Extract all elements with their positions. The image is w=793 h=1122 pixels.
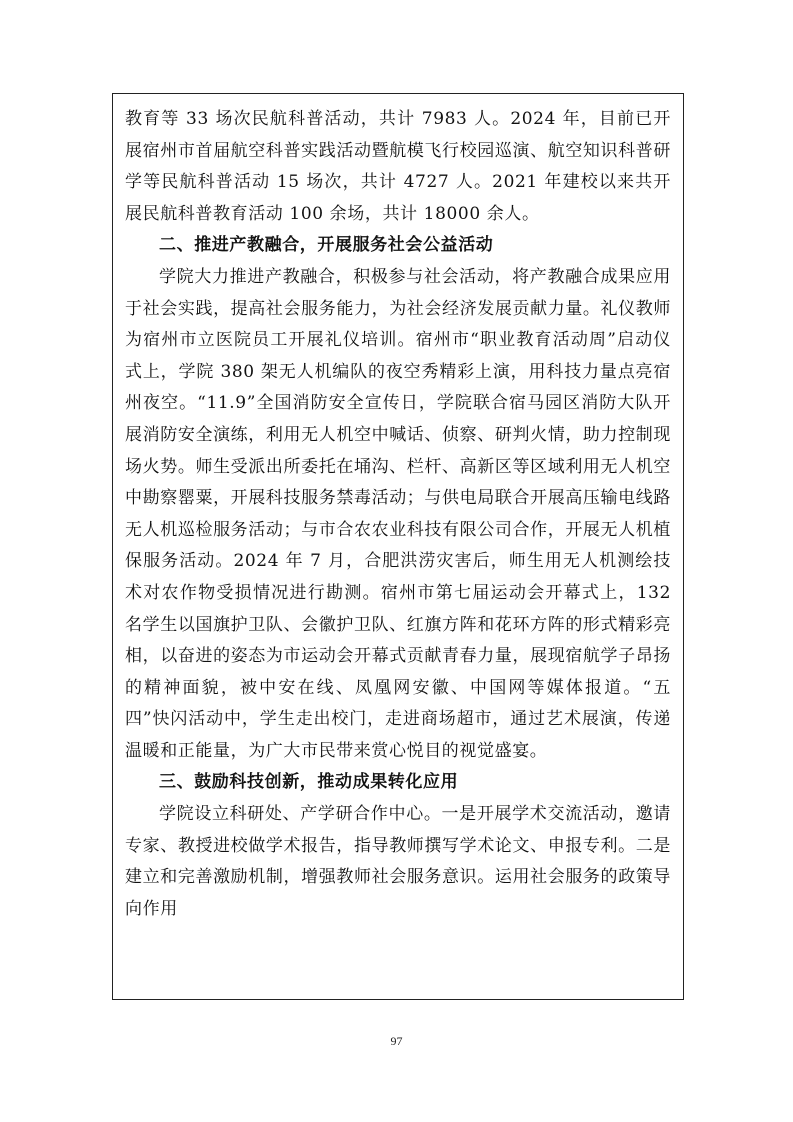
section-heading-2: 二、推进产教融合，开展服务社会公益活动 [159,235,494,256]
bordered-text-frame [112,93,684,1000]
section-heading-3: 三、鼓励科技创新，推动成果转化应用 [159,772,459,793]
body-paragraph-3: 学院设立科研处、产学研合作中心。一是开展学术交流活动，邀请专家、教授进校做学术报告，指导教师撰写学术论文、申报专利。二是建立和完善激励机制，增强教师社会服务意识。运用社会服务的政策导向作用 [125,804,671,919]
page-number: 97 [390,1034,403,1048]
body-paragraph-2: 学院大力推进产教融合，积极参与社会活动，将产教融合成果应用于社会实践，提高社会服务能力，为社会经济发展贡献力量。礼仪教师为宿州市立医院员工开展礼仪培训。宿州市“职业教育活动周”启动仪式上，学院 380 架无人机编队的夜空秀精彩上演，用科技力量点亮宿州夜空。“11.9”全国消防安全宣传日，学院联合宿马园区消防大队开展消防安全演练，利用无人机空中喊话、侦察、研判火情，助力控制现场火势。师生受派出所委托在埇沟、栏杆、高新区等区域利用无人机空中勘察罂粟，开展科技服务禁毒活动；与供电局联合开展高压输电线路无人机巡检服务活动；与市合农农业科技有限公司合作，开展无人机植保服务活动。2024 年 7 月，合肥洪涝灾害后，师生用无人机测绘技术对农作物受损情况进行勘测。宿州市第七届运动会开幕式上，132 名学生以国旗护卫队、会徽护卫队、红旗方阵和花环方阵的形式精彩亮相，以奋进的姿态为市运动会开幕式贡献青春力量，展现宿航学子昂扬的精神面貌，被中安在线、凤凰网安徽、中国网等媒体报道。“五四”快闪活动中，学生走出校门，走进商场超市，通过艺术展演，传递温暖和正能量，为广大市民带来赏心悦目的视觉盛宴。 [125,266,671,761]
body-paragraph-1: 教育等 33 场次民航科普活动，共计 7983 人。2024 年，目前已开展宿州市首届航空科普实践活动暨航模飞行校园巡演、航空知识科普研学等民航科普活动 15 场次，共计 4727 人。2021 年建校以来共开展民航科普教育活动 100 余场，共计 18000 余人。 [125,109,671,224]
